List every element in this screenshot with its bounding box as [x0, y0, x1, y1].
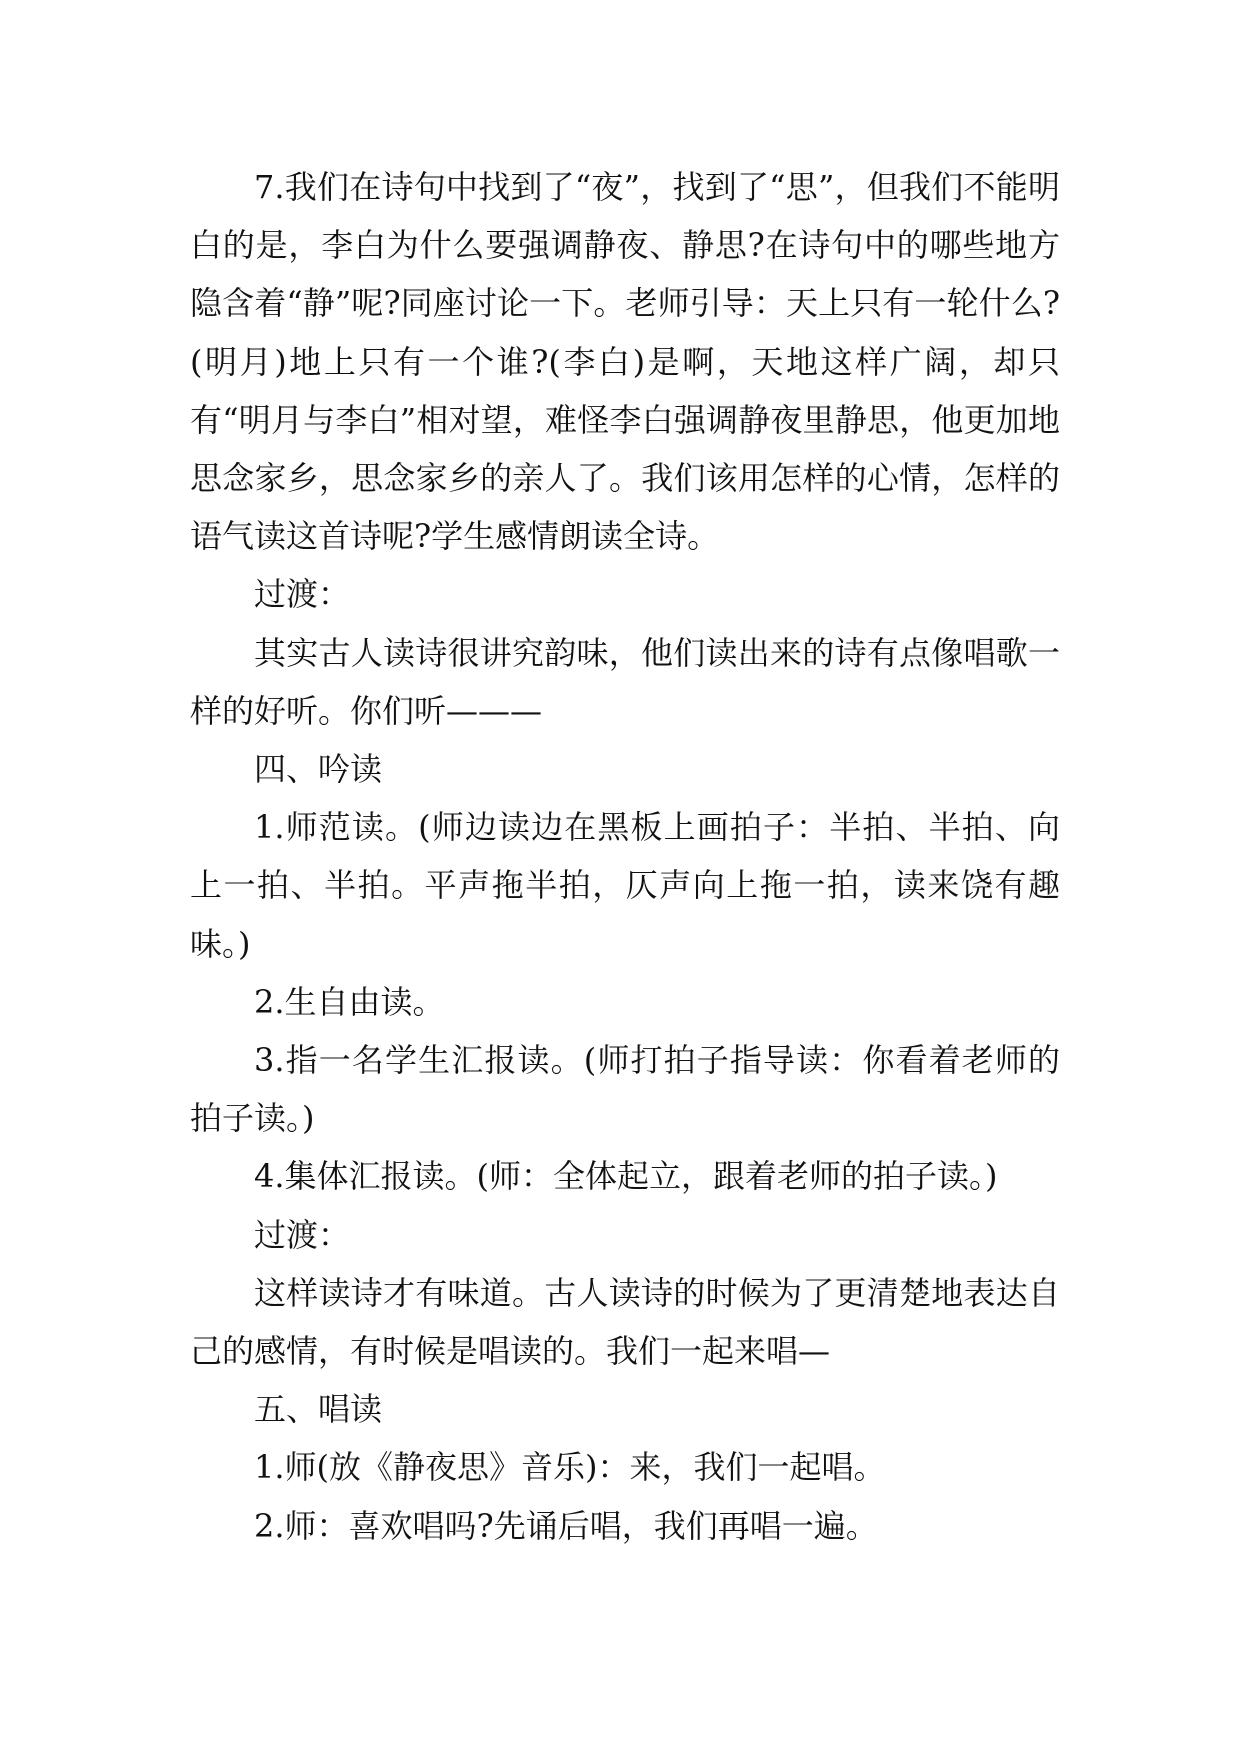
- paragraph-discussion: 7.我们在诗句中找到了“夜”，找到了“思”，但我们不能明白的是，李白为什么要强调静夜、静思?在诗句中的哪些地方隐含着“静”呢?同座讨论一下。老师引导：天上只有一轮什么?(明月)地上只有一个谁?(李白)是啊，天地这样广阔，却只有“明月与李白”相对望，难怪李白强调静夜里静思，他更加地思念家乡，思念家乡的亲人了。我们该用怎样的心情，怎样的语气读这首诗呢?学生感情朗读全诗。: [190, 168, 1060, 556]
- section-heading-singing: 五、唱读: [254, 1390, 383, 1429]
- paragraph-transition-text-2: 这样读诗才有味道。古人读诗的时候为了更清楚地表达自己的感情，有时候是唱读的。我们一起来唱—: [190, 1273, 1060, 1371]
- paragraph-step-3: 3.指一名学生汇报读。(师打拍子指导读：你看着老师的拍子读。): [190, 1041, 1060, 1138]
- paragraph-step-4: 4.集体汇报读。(师：全体起立，跟着老师的拍子读。): [254, 1157, 998, 1196]
- paragraph-transition-label: 过渡：: [254, 575, 351, 614]
- document-body: [190, 158, 1060, 1555]
- paragraph-step-2: 2.生自由读。: [254, 982, 445, 1021]
- paragraph-transition-text: 其实古人读诗很讲究韵味，他们读出来的诗有点像唱歌一样的好听。你们听———: [190, 633, 1060, 730]
- section-heading-chanting: 四、吟读: [254, 750, 383, 789]
- paragraph-step-1: 1.师范读。(师边读边在黑板上画拍子：半拍、半拍、向上一拍、半拍。平声拖半拍，仄声向上拖一拍，读来饶有趣味。): [190, 808, 1060, 963]
- paragraph-sing-step-1: 1.师(放《静夜思》音乐)：来，我们一起唱。: [254, 1448, 886, 1487]
- paragraph-sing-step-2: 2.师：喜欢唱吗?先诵后唱，我们再唱一遍。: [254, 1506, 878, 1545]
- paragraph-transition-label-2: 过渡：: [254, 1215, 351, 1254]
